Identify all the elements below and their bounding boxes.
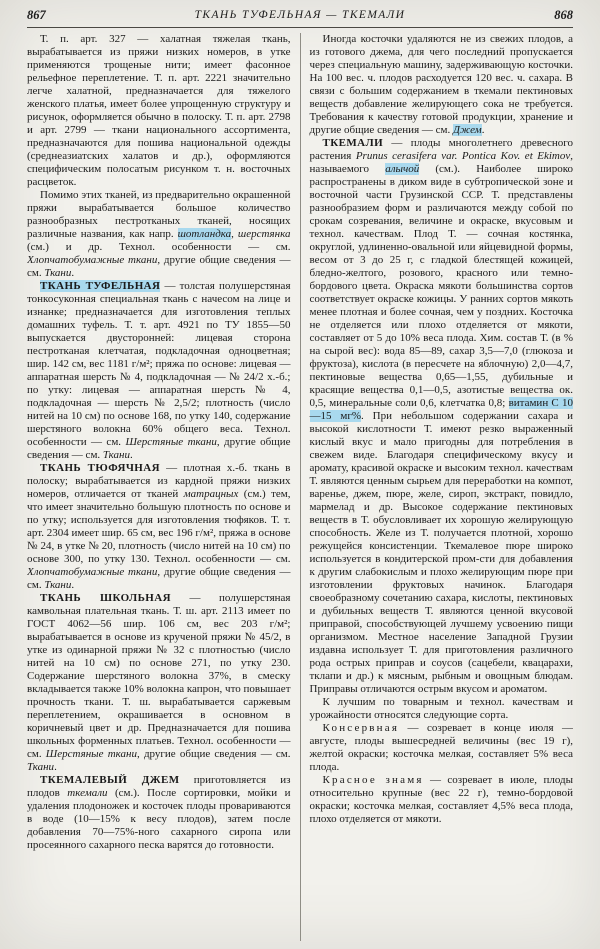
paragraph xyxy=(310,696,574,722)
paragraph-continuation xyxy=(310,33,574,137)
entry-headword: ТКЕМАЛЕВЫЙ ДЖЕМ xyxy=(40,774,180,786)
paragraph-text: Т. п. арт. 327 — халатная тяжелая ткань, вырабатывается из пряжи низких номеров, в утке применяются трощеные нити; имеет фасонное рельефное переплетение. Т. п. арт. 2221 значительно легче халатной, предназначается для тяжелого женского платья, имеет более упрощенную структуру и рисунок, оформляется обычно в полоску. Т. п. арт. 2798 и арт. 2799 — ткани национального ассортимента, предназначаются для пошива национальной одежды (среднеазиатских халатов и др.), оформляются специфическим полосатым рисунком т. н. восточных расцветок. xyxy=(27,33,291,188)
entry-sort-konservnaya xyxy=(310,722,574,774)
entry-tkemalevy-dzhem xyxy=(27,774,291,852)
paragraph-text: Консервная — созревает в конце июля — августе, плоды вышесредней величины (вес 19 г), желтой окраски; косточка мелкая, составляет 5% веса плода. xyxy=(309,722,573,773)
page-header xyxy=(27,8,573,23)
paragraph-text: К лучшим по товарным и технол. качествам и урожайности относятся следующие сорта. xyxy=(309,696,573,721)
paragraph-text: Красное знамя — созревает в июле, плоды относительно крупные (вес 22 г), темно-бордовой окраски; косточка мелкая, составляет 4,5% веса плода, плохо отделяется от мякоти. xyxy=(309,774,573,825)
paragraph-text: — толстая полушерстяная тонкосуконная специальная ткань с начесом на лице и изнанке; предназначается для изготовления теплых домашних туфель. Т. т. арт. 4921 по ТУ 1855—50 выпускается двусторонней: лицевая сторона пестротканая клетчатая, подкладочная одноцветная; шир. 142 см, вес 1181 г/м²; пряжа по основе: лицевая — аппаратная шерсть № 4, подкладочная — № 24/2 х.-б.; по утку: лицевая — аппаратная шерсть № 4, подкладочная — шерсть № 2,5/2; плотность (число нитей на 10 см) по основе 168, по утку 140, содержание шерстяного волокна 60% общего веса. Технол. особенности — см. Шерстяные ткани, другие общие сведения — см. Ткани. xyxy=(27,280,291,461)
entry-headword: ТКАНЬ ШКОЛЬНАЯ xyxy=(40,592,171,604)
paragraph-continuation xyxy=(27,33,291,189)
entry-tkan-tyufyachnaya xyxy=(27,462,291,592)
entry-tkan-shkolnaya xyxy=(27,592,291,774)
running-title: ТКАНЬ ТУФЕЛЬНАЯ — ТКЕМАЛИ xyxy=(194,9,406,21)
paragraph-text: — плоды многолетнего древесного растения Prunus cerasifera var. Pontica Kov. et Ekimov, называемого алычой (см.). Наиболее широко распространены в диком виде в субтропической зоне и восточной части Грузинской ССР. Т. представлены разнообразием форм и различаются между собой по срокам созревания, величине и окраске, вкусовым и технол. качествам. Плод Т. — сочная костянка, округлой, удлиненно-овальной или яйцевидной формы, весом от 3 до 25 г, с гладкой блестящей кожицей, бледно-желтого, розового, красного или темно-бордового цвета. Окраска мякоти большинства сортов соответствует окраске кожицы. У ранних сортов мякоть менее плотная и более сочная, чем у поздних. Косточка не отделяется или плохо отделяется от мякоти, составляет от 5 до 10% веса плода. Хим. состав Т. (в % на сырой вес): вода 85—89, сахар 3,5—7,0 (глюкоза и фруктоза), кислота (в пересчете на яблочную) 2,0—4,7, пектиновые вещества 0,65—1,55, дубильные и красящие вещества 0,1—0,5, азотистые вещества ок. 0,5, минеральные соли 0,6, клетчатка 0,8; витамин С 10—15 мг%. При небольшом содержании сахара и высокой кислотности Т. имеют резко выраженный кислый вкус и мало пригодны для потребления в свежем виде. Благодаря специфическому вкусу и аромату, красивой окраске и высоким технол. качествам Т. являются ценным сырьем для переработки на компот, варенье, джем, пюре, желе, сироп, экстракт, повидло, мармелад и др. Высокое содержание пектиновых веществ в Т. обусловливает их хорошую желирующую способность. Желе из Т. получается плотной, хорошо режущейся консистенции. Ткемалевое пюре широко используется в кондитерской пром-сти для добавления к другим слабокислым и плохо желирующим пюре при изготовлении фруктовых начинок. Благодаря своеобразному сочетанию сахара, кислоты, пектиновых и дубильных веществ Т. являются ценной вкусовой приправой, способствующей лучшему усвоению пищи организмом. Местное население Западной Грузии издавна использует Т. для приготовления различного рода острых приправ и соусов (сацебели, квацарахи, тклапи и др.) к мясным, рыбным и овощным блюдам. Приправы отличаются острым вкусом и ароматом. xyxy=(309,137,573,695)
entry-headword: ТКАНЬ ТУФЕЛЬНАЯ xyxy=(40,280,161,292)
right-column xyxy=(301,33,574,941)
entry-sort-krasnoe-znamya xyxy=(310,774,574,826)
entry-headword: ТКАНЬ ТЮФЯЧНАЯ xyxy=(40,462,160,474)
left-column xyxy=(27,33,300,941)
paragraph-text: Помимо этих тканей, из предварительно окрашенной пряжи вырабатывается большое количество разнообразных пестротканых тканей, носящих различные названия, как напр. шотландка, шерстянка (см.) и др. Технол. особенности — см. Хлопчатобумажные ткани, другие общие сведения — см. Ткани. xyxy=(27,189,291,279)
paragraph-text: приготовляется из плодов ткемали (см.). После сортировки, мойки и удаления плодоножек и косточек плоды провариваются в воде (10—15% к весу плодов), затем после добавления 70—75%-ного сахарного сиропа или просеянного сахарного песка варятся до готовности. xyxy=(27,774,291,851)
header-rule xyxy=(27,27,573,28)
entry-tkemali xyxy=(310,137,574,696)
entry-tkan-tufelnaya xyxy=(27,280,291,462)
entry-headword: ТКЕМАЛИ xyxy=(322,137,384,149)
page-number-right: 868 xyxy=(554,8,573,22)
paragraph-text: — полушерстяная камвольная плательная ткань. Т. ш. арт. 2113 имеет по ГОСТ 4062—56 шир. 106 см, вес 203 г/м²; вырабатывается в основе из крученой пряжи № 45/2, в утке из одинарной пряжи № 32 с плотностью (число нитей на 10 см) по основе 271, по утку 230. Содержание шерстяного волокна 37%, в смеску вкладывается также 10% волокна капрон, что повышает прочность ткани. Т. ш. вырабатывается саржевым переплетением, окрашивается в основном в коричневый цвет и др. Предназначается для пошива школьных форменных платьев. Технол. особенности — см. Шерстяные ткани, другие общие сведения — см. Ткани. xyxy=(27,592,291,773)
paragraph xyxy=(27,189,291,280)
paragraph-text: — плотная х.-б. ткань в полоску; вырабатывается из кардной пряжи низких номеров, отличается от тканей матрацных (см.) тем, что имеет значительно большую плотность по основе и по утку; используется для изготовления тюфяков. Т. т. арт. 2304 имеет шир. 65 см, вес 196 г/м², пряжа в основе № 24, в утке № 20, плотность (число нитей на 10 см) по основе 300, по утку 130. Технол. особенности — см. Хлопчатобумажные ткани, другие общие сведения — см. Ткани. xyxy=(27,462,291,591)
page-number-left: 867 xyxy=(27,8,46,22)
text-columns xyxy=(27,33,573,941)
paragraph-text: Иногда косточки удаляются не из свежих плодов, а из готового джема, для чего последний пропускается через специальную машину, задерживающую косточки. На 100 вес. ч. плодов расходуется 120 вес. ч. сахара. В связи с большим содержанием в ткемали пектиновых веществ добавление желирующего сока не требуется. Требования к качеству готовой продукции, хранение и другие общие сведения — см. Джем. xyxy=(309,33,573,136)
